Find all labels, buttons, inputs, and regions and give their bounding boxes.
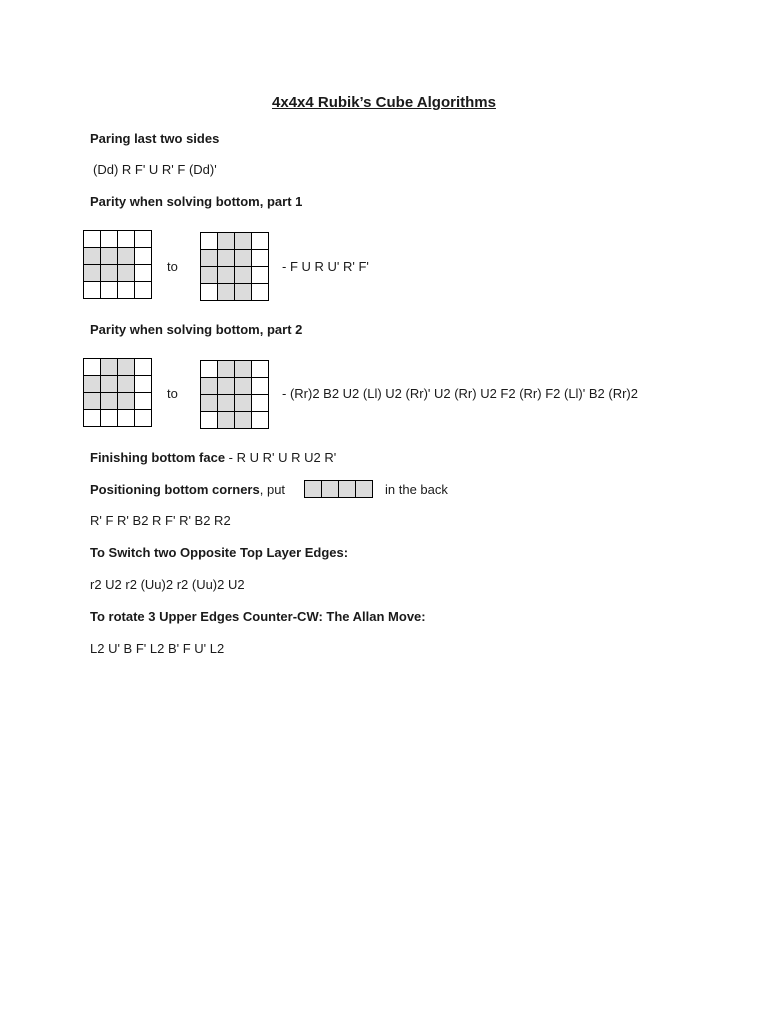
grid-cell-shaded — [218, 361, 235, 378]
grid-cell-shaded — [218, 378, 235, 395]
strip-cell — [322, 481, 339, 498]
grid-cell-shaded — [84, 393, 101, 410]
parity2-from-grid — [83, 358, 152, 427]
grid-cell — [252, 378, 269, 395]
positioning-back: in the back — [385, 482, 448, 497]
grid-cell — [84, 410, 101, 427]
finishing-line — [90, 450, 336, 465]
grid-cell-shaded — [235, 378, 252, 395]
switch-algorithm: r2 U2 r2 (Uu)2 r2 (Uu)2 U2 — [90, 577, 245, 592]
strip-cell — [305, 481, 322, 498]
grid-cell — [101, 410, 118, 427]
switch-heading: To Switch two Opposite Top Layer Edges: — [90, 545, 349, 560]
paring-heading: Paring last two sides — [90, 131, 220, 146]
grid-cell-shaded — [235, 284, 252, 301]
grid-cell-shaded — [201, 395, 218, 412]
grid-cell — [135, 265, 152, 282]
grid-cell-shaded — [118, 393, 135, 410]
positioning-algorithm: R' F R' B2 R F' R' B2 R2 — [90, 513, 231, 528]
grid-cell — [252, 284, 269, 301]
grid-cell-shaded — [101, 248, 118, 265]
grid-cell — [84, 231, 101, 248]
strip-cell — [356, 481, 373, 498]
grid-cell-shaded — [235, 395, 252, 412]
grid-cell — [201, 412, 218, 429]
grid-cell-shaded — [84, 248, 101, 265]
grid-cell — [135, 248, 152, 265]
grid-cell — [101, 282, 118, 299]
parity2-heading: Parity when solving bottom, part 2 — [90, 322, 303, 337]
grid-cell — [118, 231, 135, 248]
grid-cell — [201, 284, 218, 301]
parity1-to-grid — [200, 232, 269, 301]
grid-cell — [84, 282, 101, 299]
grid-cell-shaded — [218, 233, 235, 250]
positioning-heading: Positioning bottom corners — [90, 482, 260, 497]
grid-cell-shaded — [84, 265, 101, 282]
grid-cell-shaded — [101, 359, 118, 376]
grid-cell-shaded — [84, 376, 101, 393]
finishing-heading: Finishing bottom face — [90, 450, 226, 465]
grid-cell — [101, 231, 118, 248]
grid-cell — [201, 361, 218, 378]
grid-cell-shaded — [235, 412, 252, 429]
grid-cell — [252, 250, 269, 267]
strip-cell — [339, 481, 356, 498]
grid-cell — [135, 231, 152, 248]
grid-cell-shaded — [201, 378, 218, 395]
grid-cell-shaded — [118, 248, 135, 265]
grid-cell — [118, 282, 135, 299]
corner-strip — [304, 480, 373, 498]
positioning-line — [90, 482, 285, 497]
parity2-to-grid — [200, 360, 269, 429]
grid-cell-shaded — [201, 267, 218, 284]
grid-cell-shaded — [218, 412, 235, 429]
parity1-algorithm: - F U R U' R' F' — [282, 259, 369, 274]
grid-cell-shaded — [101, 393, 118, 410]
grid-cell-shaded — [118, 376, 135, 393]
grid-cell-shaded — [201, 250, 218, 267]
grid-cell — [135, 359, 152, 376]
parity2-to-label: to — [167, 386, 178, 401]
parity1-to-label: to — [167, 259, 178, 274]
grid-cell — [135, 393, 152, 410]
grid-cell-shaded — [218, 395, 235, 412]
grid-cell-shaded — [218, 250, 235, 267]
grid-cell — [252, 395, 269, 412]
grid-cell-shaded — [218, 284, 235, 301]
rotate-heading: To rotate 3 Upper Edges Counter-CW: The Allan Move: — [90, 609, 426, 624]
grid-cell-shaded — [118, 265, 135, 282]
grid-cell-shaded — [235, 233, 252, 250]
grid-cell — [252, 361, 269, 378]
grid-cell — [252, 233, 269, 250]
grid-cell-shaded — [235, 250, 252, 267]
grid-cell — [201, 233, 218, 250]
grid-cell — [135, 376, 152, 393]
paring-algorithm: (Dd) R F' U R' F (Dd)' — [93, 162, 217, 177]
grid-cell — [252, 412, 269, 429]
page-title: 4x4x4 Rubik’s Cube Algorithms — [272, 94, 496, 111]
positioning-put: , put — [259, 482, 286, 497]
grid-cell-shaded — [235, 267, 252, 284]
grid-cell-shaded — [235, 361, 252, 378]
grid-cell-shaded — [101, 265, 118, 282]
grid-cell — [252, 267, 269, 284]
grid-cell — [84, 359, 101, 376]
grid-cell — [135, 410, 152, 427]
parity1-heading: Parity when solving bottom, part 1 — [90, 194, 303, 209]
grid-cell-shaded — [101, 376, 118, 393]
grid-cell-shaded — [118, 359, 135, 376]
grid-cell — [135, 282, 152, 299]
rotate-algorithm: L2 U' B F' L2 B' F U' L2 — [90, 641, 225, 656]
finishing-algorithm: - R U R' U R U2 R' — [225, 450, 337, 465]
parity2-algorithm: - (Rr)2 B2 U2 (Ll) U2 (Rr)' U2 (Rr) U2 F2 (Rr) F2 (Ll)' B2 (Rr)2 — [282, 386, 638, 401]
parity1-from-grid — [83, 230, 152, 299]
grid-cell-shaded — [218, 267, 235, 284]
grid-cell — [118, 410, 135, 427]
